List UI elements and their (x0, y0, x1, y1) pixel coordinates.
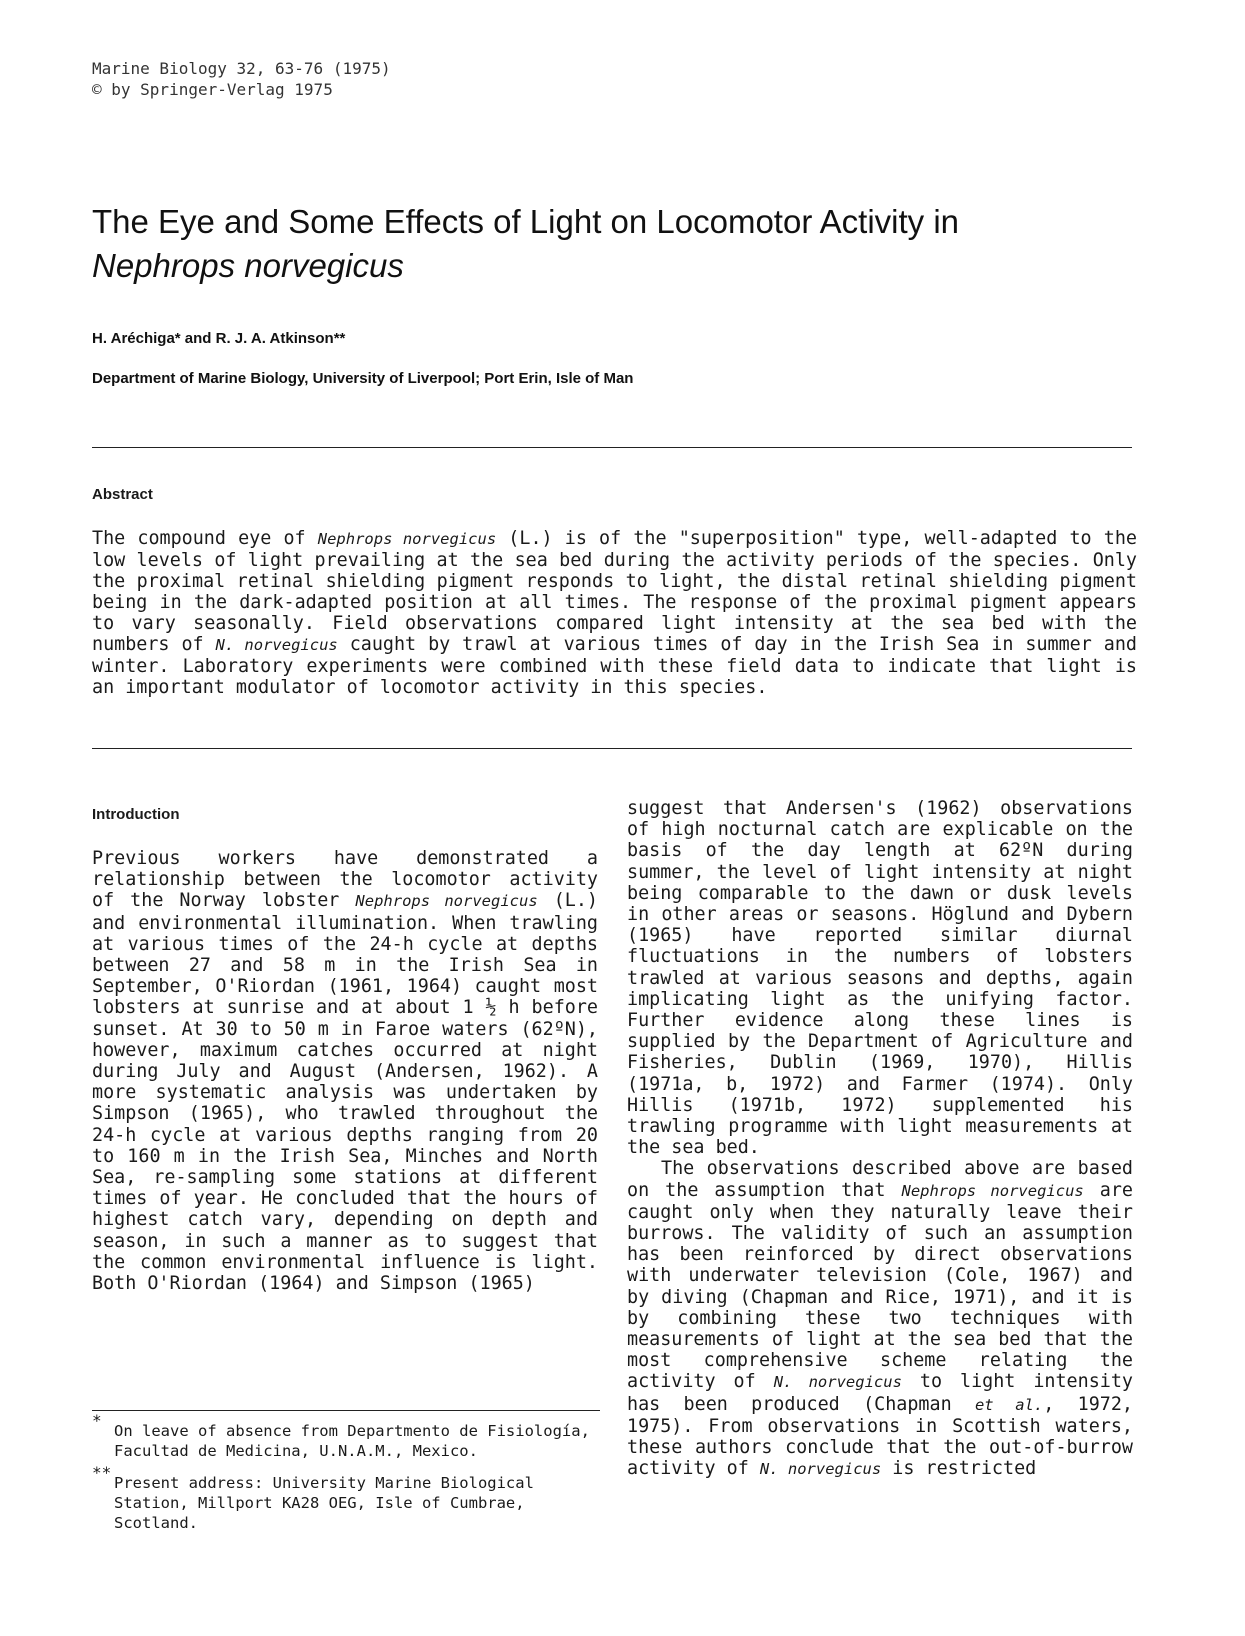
abstract-species: N. norvegicus (215, 636, 338, 654)
footnote-mark: * (92, 1411, 102, 1430)
intro-text-part: Previous workers have demonstrated a relationship between the locomotor activity of the Norway lobster (92, 848, 598, 912)
intro-species: Nephrops norvegicus (901, 1181, 1084, 1200)
intro-species: N. norvegicus (759, 1460, 882, 1479)
footnote-text: On leave of absence from Departmento de Fisiología, Facultad de Medicina, U.N.A.M., Mexico. (114, 1422, 590, 1460)
footnote-item (92, 1405, 600, 1461)
paper-authors: H. Aréchiga* and R. J. A. Atkinson** (92, 330, 346, 347)
footnote-item (92, 1463, 600, 1533)
abstract-top-rule (92, 447, 1132, 448)
abstract-text-part: The compound eye of (92, 528, 318, 549)
abstract-species: Nephrops norvegicus (317, 530, 497, 548)
introduction-right-column (627, 798, 1133, 1481)
introduction-left-column (92, 848, 598, 1294)
abstract-text-part: caught by trawl at various times of day in the Irish Sea in summer and winter. Laboratory experiments were combined with these field data to indicate that light is an important modulator of locomotor activity in this species. (92, 634, 1137, 698)
intro-text-part: is restricted (881, 1458, 1037, 1480)
journal-header (92, 58, 391, 100)
abstract-text (92, 528, 1137, 698)
intro-text-part: The observations described above are based on the assumption that (627, 1158, 1133, 1201)
abstract-heading: Abstract (92, 486, 153, 503)
intro-species: Nephrops norvegicus (355, 892, 538, 911)
paper-affiliation: Department of Marine Biology, University of Liverpool; Port Erin, Isle of Man (92, 370, 634, 387)
intro-text-part: , 1972, 1975). From observations in Scottish waters, these authors conclude that the out-of-burrow activity of (627, 1393, 1133, 1480)
footnote-mark: ** (92, 1463, 112, 1482)
journal-citation: Marine Biology 32, 63-76 (1975) (92, 59, 391, 78)
footnotes (92, 1405, 600, 1535)
journal-copyright: © by Springer-Verlag 1975 (92, 80, 333, 99)
abstract-text-part: (L.) is of the "superposition" type, well-adapted to the low levels of light prevailing at the sea bed during the activity periods of the species. Only the proximal retinal shielding pigment responds to light, the distal retinal shielding pigment being in the dark-adapted position at all times. The response of the proximal pigment appears to vary seasonally. Field observations compared light intensity at the sea bed with the numbers of (92, 528, 1137, 655)
intro-text-part: suggest that Andersen's (1962) observations of high nocturnal catch are explicable on the basis of the day length at 62ºN during summer, the level of light intensity at night being comparable to the dawn or dusk levels in other areas or seasons. Höglund and Dybern (1965) have reported similar diurnal fluctuations in the numbers of lobsters trawled at various seasons and depths, again implicating light as the unifying factor. Further evidence along these lines is supplied by the Department of Agriculture and Fisheries, Dublin (1969, 1970), Hillis (1971a, b, 1972) and Farmer (1974). Only Hillis (1971b, 1972) supplemented his trawling programme with light measurements at the sea bed. (627, 798, 1133, 1159)
footnote-text: Present address: University Marine Biological Station, Millport KA28 OEG, Isle of Cumbrae, Scotland. (114, 1474, 534, 1532)
intro-text-part: (L.) and environmental illumination. When trawling at various times of the 24-h cycle at depths between 27 and 58 m in the Irish Sea in September, O'Riordan (1961, 1964) caught most lobsters at sunrise and at about 1 ½ h before sunset. At 30 to 50 m in Faroe waters (62ºN), however, maximum catches occurred at night during July and August (Andersen, 1962). A more systematic analysis was undertaken by Simpson (1965), who trawled throughout the 24-h cycle at various depths ranging from 20 to 160 m in the Irish Sea, Minches and North Sea, re-sampling some stations at different times of year. He concluded that the hours of highest catch vary, depending on depth and season, in such a manner as to suggest that the common environmental influence is light. Both O'Riordan (1964) and Simpson (1965) (92, 890, 598, 1295)
intro-species: N. norvegicus (773, 1373, 902, 1392)
introduction-heading: Introduction (92, 806, 180, 823)
paper-title-line1: The Eye and Some Effects of Light on Locomotor Activity in (92, 203, 960, 240)
paper-title-species: Nephrops norvegicus (92, 247, 404, 284)
paper-title (92, 200, 1112, 288)
intro-et-al: et al. (974, 1395, 1044, 1414)
intro-text-part: to light intensity has been produced (Chapman (627, 1371, 1133, 1415)
intro-text-part: are caught only when they naturally leave their burrows. The validity of such an assumption has been reinforced by direct observations with underwater television (Cole, 1967) and by diving (Chapman and Rice, 1971), and it is by combining these two techniques with measurements of light at the sea bed that the most comprehensive scheme relating the activity of (627, 1179, 1133, 1393)
abstract-bottom-rule (92, 748, 1132, 749)
